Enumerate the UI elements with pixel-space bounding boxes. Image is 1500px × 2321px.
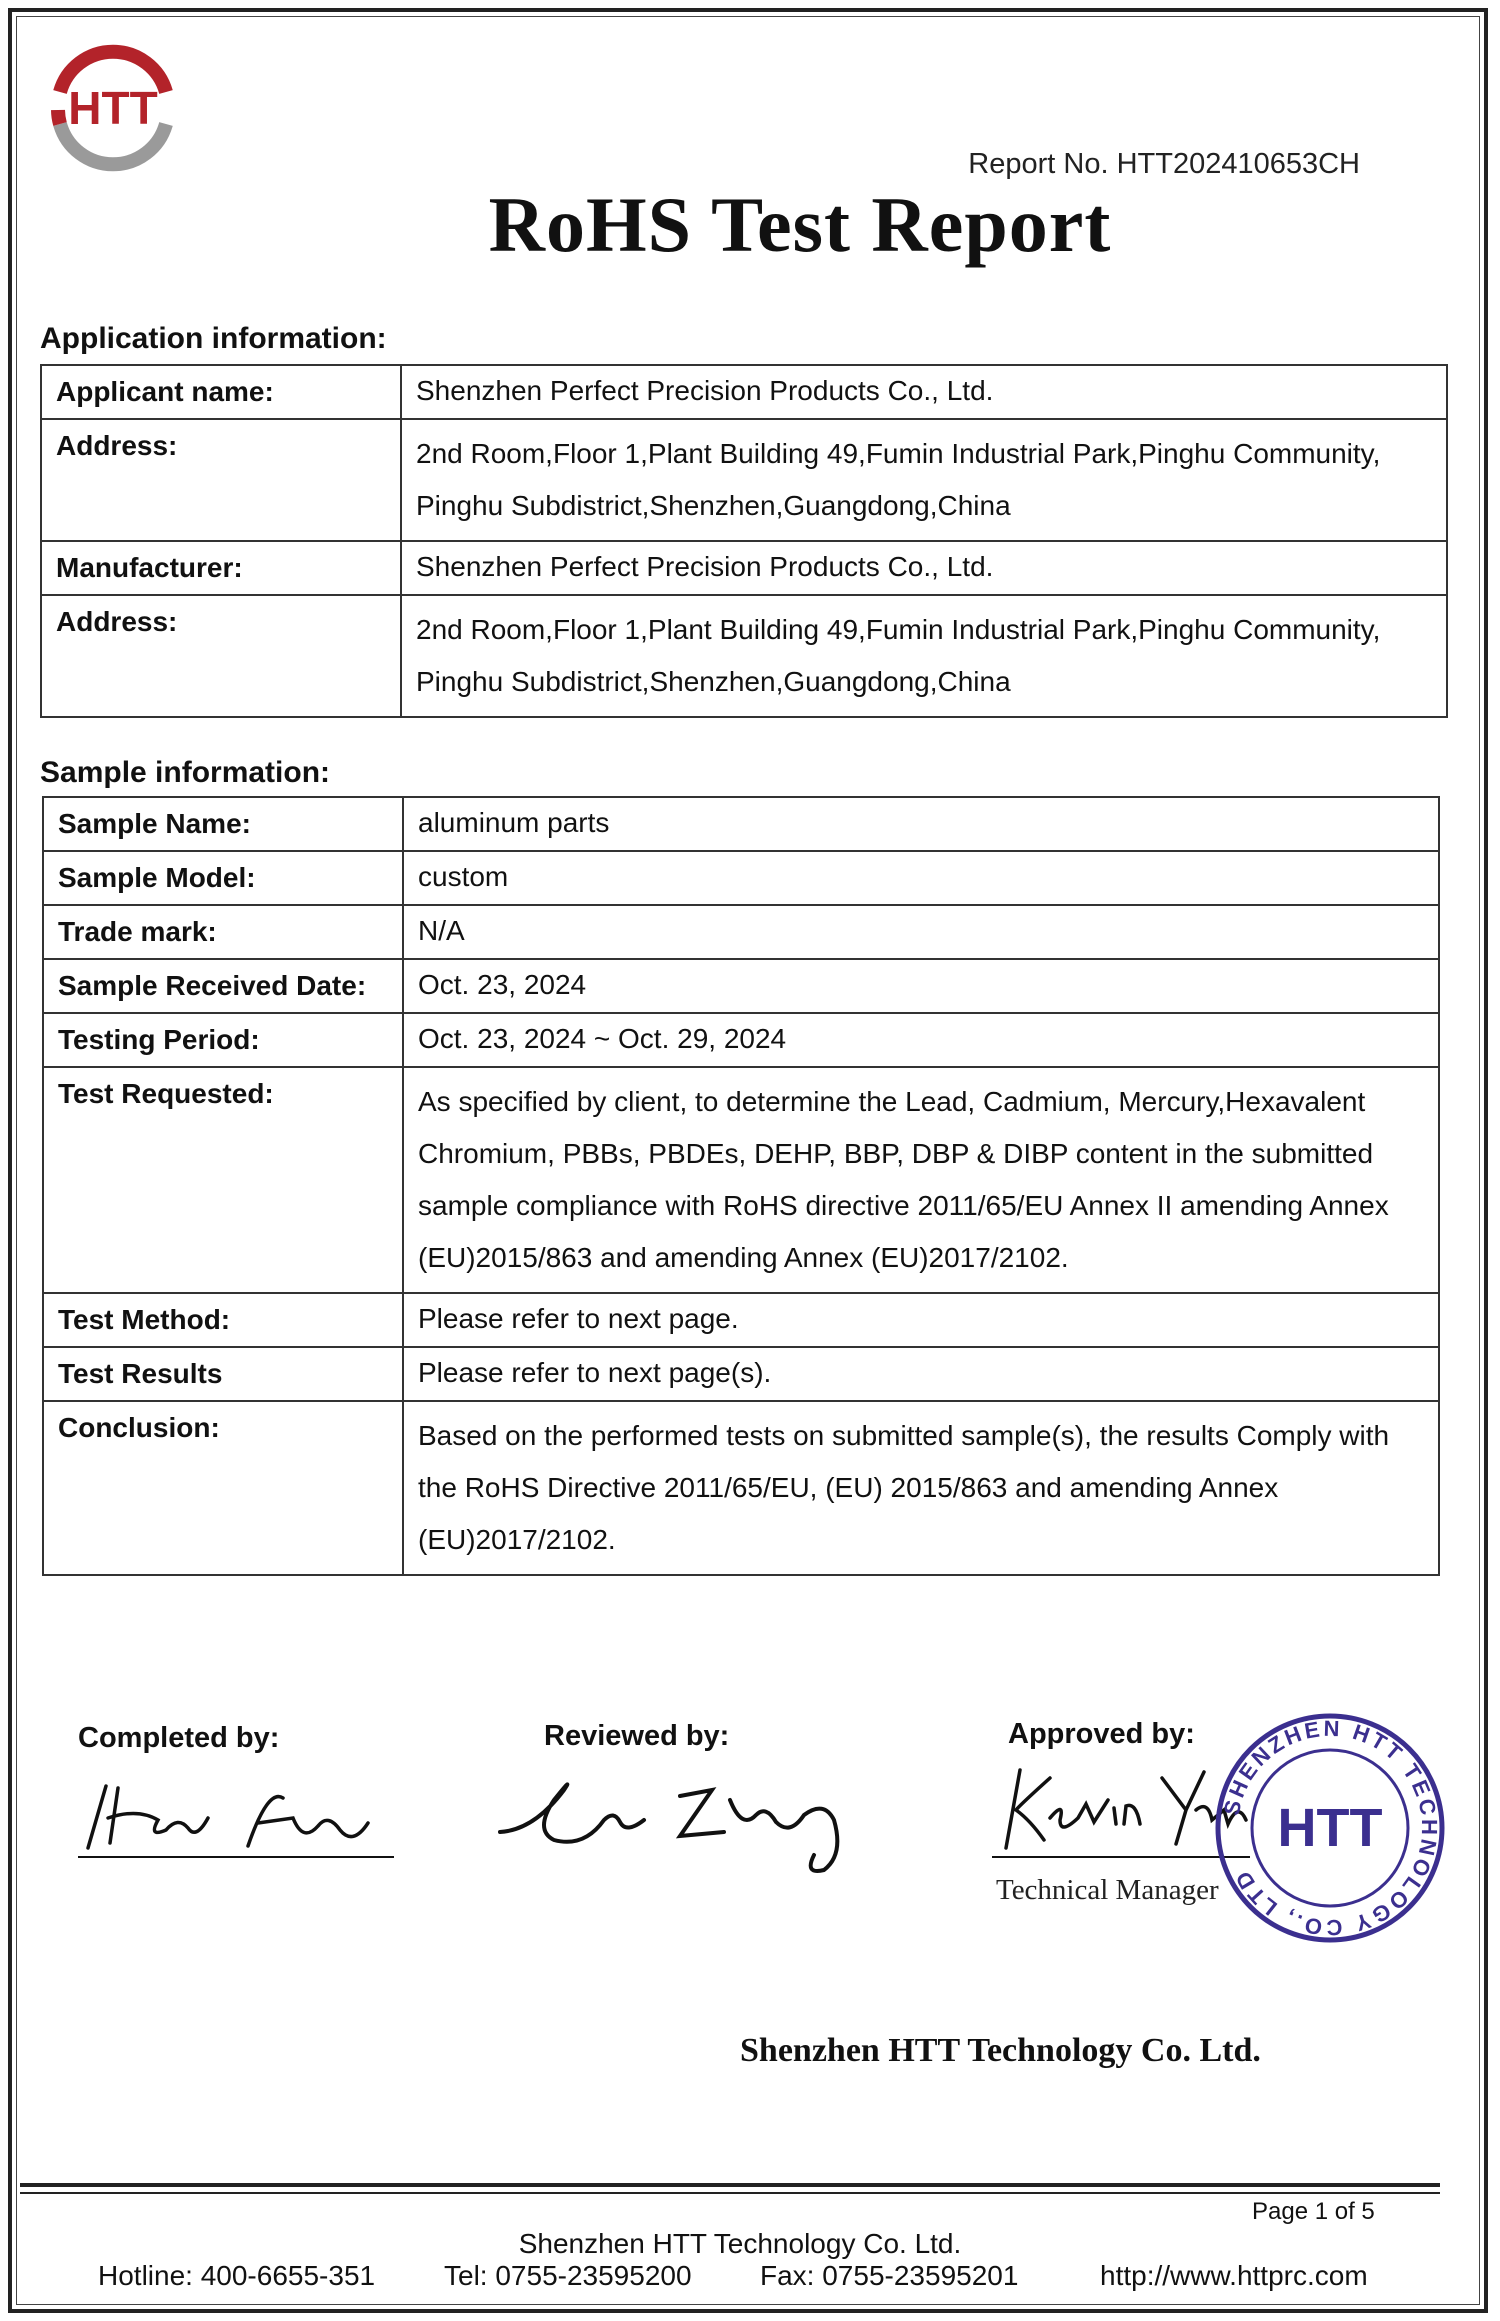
row-value: Shenzhen Perfect Precision Products Co., Ltd.: [401, 365, 1447, 419]
footer-divider: [20, 2183, 1440, 2187]
row-label: Applicant name:: [41, 365, 401, 419]
company-name: Shenzhen HTT Technology Co. Ltd.: [740, 2032, 1261, 2069]
table-row: [43, 1067, 1439, 1293]
table-row: [43, 797, 1439, 851]
sample-table: [42, 796, 1440, 1576]
reviewed-by-label: Reviewed by:: [544, 1720, 730, 1752]
table-row: [41, 365, 1447, 419]
row-value: Please refer to next page(s).: [403, 1347, 1439, 1401]
row-label: Address:: [41, 419, 401, 541]
footer-company: Shenzhen HTT Technology Co. Ltd.: [518, 2228, 962, 2259]
table-row: [41, 595, 1447, 717]
approver-title: Technical Manager: [996, 1874, 1219, 1906]
row-label: Trade mark:: [43, 905, 403, 959]
table-row: [43, 1013, 1439, 1067]
footer-fax: Fax: 0755-23595201: [760, 2260, 1019, 2291]
application-table: [40, 364, 1448, 718]
logo-text: HTT: [68, 82, 158, 134]
row-value: 2nd Room,Floor 1,Plant Building 49,Fumin Industrial Park,Pinghu Community, Pinghu Subdistrict,Shenzhen,Guangdong,China: [401, 419, 1447, 541]
table-row: [43, 1293, 1439, 1347]
table-row: [43, 851, 1439, 905]
footer-hotline: Hotline: 400-6655-351: [98, 2260, 376, 2291]
row-value: As specified by client, to determine the Lead, Cadmium, Mercury,Hexavalent Chromium, PBBs, PBDEs, DEHP, BBP, DBP & DIBP content in the submitted sample compliance with RoHS directive 2011/65/EU Annex II amending Annex (EU)2015/863 and amending Annex (EU)2017/2102.: [403, 1067, 1439, 1293]
page-number: Page 1 of 5: [1252, 2198, 1375, 2225]
svg-text:HTT: HTT: [1277, 1798, 1383, 1858]
row-label: Address:: [41, 595, 401, 717]
completed-by-label: Completed by:: [78, 1722, 280, 1754]
row-label: Testing Period:: [43, 1013, 403, 1067]
row-label: Test Results: [43, 1347, 403, 1401]
footer-divider-thin: [20, 2192, 1440, 2194]
application-section-title: Application information:: [40, 322, 387, 355]
row-value: 2nd Room,Floor 1,Plant Building 49,Fumin Industrial Park,Pinghu Community, Pinghu Subdistrict,Shenzhen,Guangdong,China: [401, 595, 1447, 717]
reviewed-by-block: [544, 1720, 729, 1753]
row-label: Test Requested:: [43, 1067, 403, 1293]
svg-text:SHENZHEN HTT TECHNOLOGY CO., L: SHENZHEN HTT TECHNOLOGY CO., LTD: [1218, 1715, 1443, 1941]
row-label: Conclusion:: [43, 1401, 403, 1575]
table-row: [43, 905, 1439, 959]
company-seal-stamp: [1210, 1708, 1450, 1948]
completed-signature-line: [78, 1856, 394, 1858]
row-value: N/A: [403, 905, 1439, 959]
row-value: Oct. 23, 2024 ~ Oct. 29, 2024: [403, 1013, 1439, 1067]
table-row: [43, 1347, 1439, 1401]
completed-signature: [78, 1768, 398, 1858]
row-label: Sample Model:: [43, 851, 403, 905]
row-value: Please refer to next page.: [403, 1293, 1439, 1347]
row-label: Manufacturer:: [41, 541, 401, 595]
sample-section-title: Sample information:: [40, 756, 331, 789]
approved-by-block: [1008, 1718, 1195, 1751]
reviewed-signature: [494, 1760, 874, 1880]
row-value: custom: [403, 851, 1439, 905]
row-value: Based on the performed tests on submitted sample(s), the results Comply with the RoHS Directive 2011/65/EU, (EU) 2015/863 and amending Annex (EU)2017/2102.: [403, 1401, 1439, 1575]
report-number: Report No. HTT202410653CH: [968, 148, 1360, 180]
table-row: [43, 959, 1439, 1013]
footer-tel: Tel: 0755-23595200: [444, 2260, 692, 2291]
completed-by-block: [78, 1722, 279, 1755]
table-row: [41, 419, 1447, 541]
row-value: aluminum parts: [403, 797, 1439, 851]
htt-logo: [38, 32, 188, 182]
footer-website[interactable]: http://www.httprc.com: [1100, 2260, 1368, 2291]
table-row: [43, 1401, 1439, 1575]
row-value: Shenzhen Perfect Precision Products Co., Ltd.: [401, 541, 1447, 595]
row-label: Test Method:: [43, 1293, 403, 1347]
report-title: RoHS Test Report: [488, 181, 1112, 268]
row-value: Oct. 23, 2024: [403, 959, 1439, 1013]
row-label: Sample Name:: [43, 797, 403, 851]
table-row: [41, 541, 1447, 595]
row-label: Sample Received Date:: [43, 959, 403, 1013]
approved-by-label: Approved by:: [1008, 1718, 1195, 1750]
